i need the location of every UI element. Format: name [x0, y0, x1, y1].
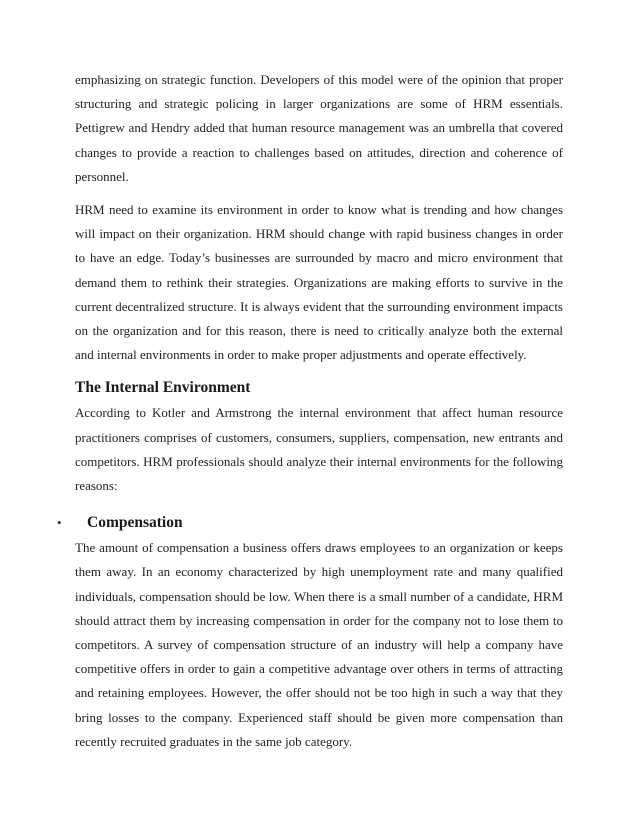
bullet-icon: • — [57, 515, 62, 531]
paragraph-strategic-function: emphasizing on strategic function. Developers of this model were of the opinion that proper structuring and strategic policing in larger organizations are some of HRM essentials. Pettigrew and Hendry added that human resource management was an umbrella that covered changes to provide a reaction to challenges based on attitudes, direction and coherence of personnel. — [75, 72, 563, 184]
paragraph-internal-environment: According to Kotler and Armstrong the internal environment that affect human resource practitioners comprises of customers, consumers, suppliers, compensation, new entrants and competitors. HRM professionals should analyze their internal environments for the following reasons: — [75, 405, 563, 494]
paragraph-hrm-environment: HRM need to examine its environment in order to know what is trending and how changes will impact on their organization. HRM should change with rapid business changes in order to have an edge. Today’s businesses are surrounded by macro and micro environment that demand them to rethink their strategies. Organizations are making efforts to survive in the current decentralized structure. It is always evident that the surrounding environment impacts on the organization and for this reason, there is need to critically analyze both the external and internal environments in order to make proper adjustments and operate effectively. — [75, 202, 563, 363]
document-page — [57, 68, 563, 754]
heading-compensation: Compensation — [87, 514, 183, 532]
heading-internal-environment: The Internal Environment — [75, 379, 251, 397]
bullet-item-compensation — [57, 512, 563, 534]
paragraph-compensation: The amount of compensation a business offers draws employees to an organization or keeps them away. In an economy characterized by high unemployment rate and many qualified individuals, compensation should be low. When there is a small number of a candidate, HRM should attract them by increasing compensation in order for the company not to lose them to competitors. A survey of compensation structure of an industry will help a company have competitive offers in order to gain a competitive advantage over others in terms of attracting and retaining employees. However, the offer should not be too high in such a way that they bring losses to the company. Experienced staff should be given more compensation than recently recruited graduates in the same job category. — [75, 540, 563, 749]
